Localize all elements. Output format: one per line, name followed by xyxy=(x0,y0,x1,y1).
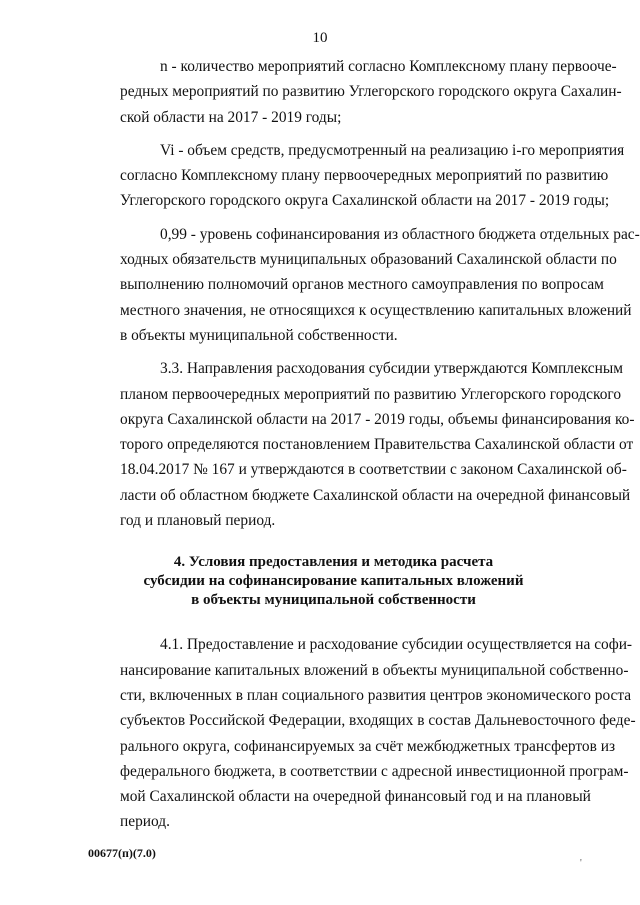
text-line: субъектов Российской Федерации, входящих в состав Дальневосточного феде- xyxy=(120,712,636,730)
text-line: 4.1. Предоставление и расходование субсидии осуществляется на софи- xyxy=(160,636,633,654)
paragraph-4-1 xyxy=(80,632,636,834)
text-line: 0,99 - уровень софинансирования из областного бюджета отдельных рас- xyxy=(160,225,640,243)
paragraph-n-definition xyxy=(80,54,622,130)
text-line: n - количество мероприятий согласно Комплексному плану первооче- xyxy=(160,58,617,75)
text-line: торого определяются постановлением Правительства Сахалинской области от xyxy=(120,436,634,454)
scan-mark: ' xyxy=(580,858,582,869)
section-4-heading xyxy=(80,553,587,610)
text-line: мой Сахалинской области на очередной финансовый год и на плановый xyxy=(120,788,591,806)
paragraph-cofinancing-level xyxy=(80,222,640,348)
text-line: 18.04.2017 № 167 и утверждаются в соответствии с законом Сахалинской об- xyxy=(120,461,627,479)
text-line: ласти об областном бюджете Сахалинской области на очередной финансовый xyxy=(120,486,631,504)
heading-line: 4. Условия предоставления и методика расчета xyxy=(173,554,494,571)
text-line: планом первоочередных мероприятий по развитию Углегорского городского xyxy=(120,385,622,403)
paragraph-3-3 xyxy=(80,356,635,533)
text-line: сти, включенных в план социального развития центров экономического роста xyxy=(120,686,632,704)
text-line: местного значения, не относящихся к осуществлению капитальных вложений xyxy=(120,301,632,319)
document-body xyxy=(80,54,640,843)
text-line: согласно Комплексному плану первоочередных мероприятий по развитию xyxy=(120,167,609,185)
text-line: рального округа, софинансируемых за счёт межбюджетных трансфертов из xyxy=(120,737,616,755)
text-line: выполнению полномочий органов местного самоуправления по вопросам xyxy=(120,276,604,294)
heading-line: в объекты муниципальной собственности xyxy=(191,592,476,609)
text-line: год и плановый период. xyxy=(120,512,276,530)
text-line: ходных обязательств муниципальных образований Сахалинской области по xyxy=(120,251,617,269)
text-line: ской области на 2017 - 2019 годы; xyxy=(120,108,342,126)
heading-line: субсидии на софинансирование капитальных вложений xyxy=(143,573,524,590)
text-line: федерального бюджета, в соответствии с адресной инвестиционной програм- xyxy=(120,762,629,780)
text-line: редных мероприятий по развитию Углегорского городского округа Сахалин- xyxy=(120,83,622,101)
text-line: нансирование капитальных вложений в объекты муниципальной собственно- xyxy=(120,661,629,679)
text-line: Vi - объем средств, предусмотренный на реализацию i-го мероприятия xyxy=(160,141,625,159)
text-line: в объекты муниципальной собственности. xyxy=(120,326,398,344)
text-line: период. xyxy=(120,813,170,831)
document-code: 00677(п)(7.0) xyxy=(88,846,156,860)
paragraph-vi-definition xyxy=(80,138,625,214)
text-line: 3.3. Направления расходования субсидии утверждаются Комплексным xyxy=(160,360,623,378)
text-line: Углегорского городского округа Сахалинской области на 2017 - 2019 годы; xyxy=(120,192,610,210)
page-number: 10 xyxy=(312,30,328,46)
text-line: округа Сахалинской области на 2017 - 2019 годы, объемы финансирования ко- xyxy=(120,410,635,428)
